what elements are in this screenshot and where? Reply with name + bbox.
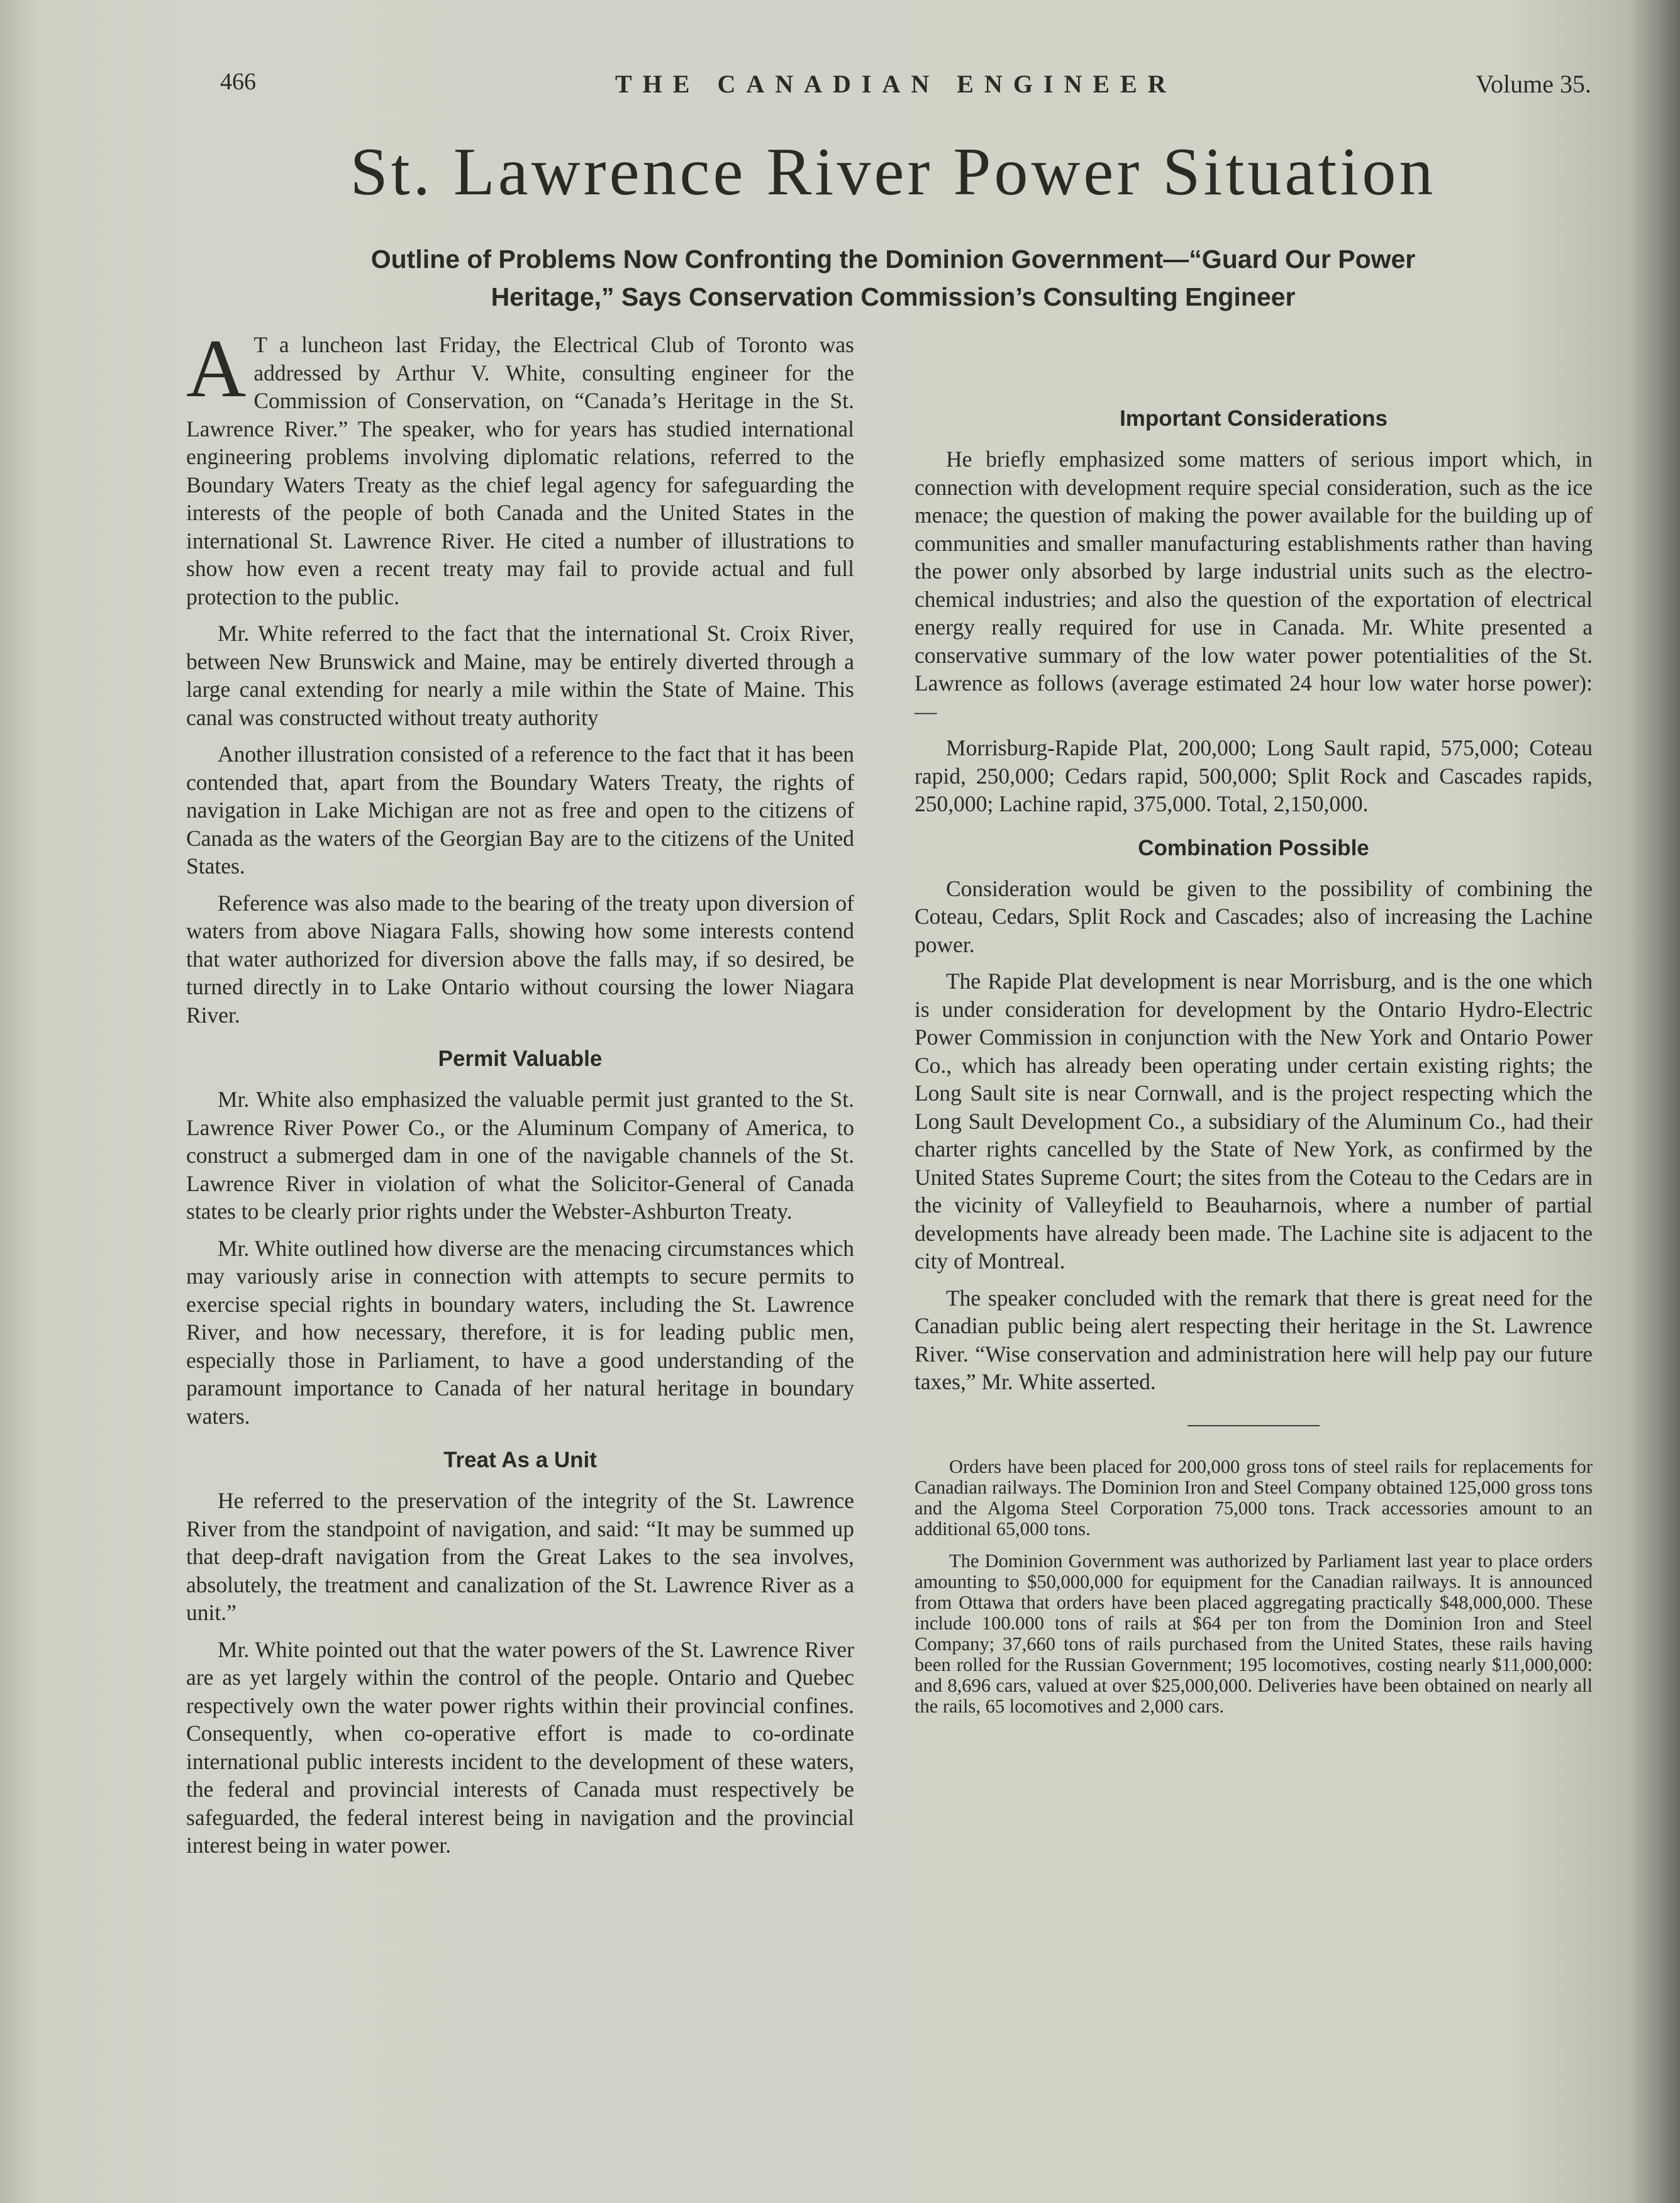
- paragraph-text: T a luncheon last Friday, the Electrical Club of Toronto was addressed by Arthur V. White, consulting engineer for the Commission of Conservation, on “Canada’s Heritage in the St. Lawrence River.” The speaker, who for years has studied international engineering problems involving diplomatic relations, referred to the Boundary Waters Treaty as the chief legal agency for safeguarding the interests of the people of both Canada and the United States in the international St. Lawrence River. He cited a number of illustrations to show how even a recent treaty may fail to provide actual and full protection to the public.: [186, 332, 854, 609]
- subtitle-line-1: Outline of Problems Now Confronting the Dominion Government—“Guard Our Power: [370, 245, 1416, 274]
- news-notes: [915, 1457, 1593, 1717]
- paragraph: Another illustration consisted of a reference to the fact that it has been contended that, apart from the Boundary Waters Treaty, the rights of navigation in Lake Michigan are not as free and open to the citizens of Canada as the waters of the Georgian Bay are to the citizens of the United States.: [186, 741, 854, 879]
- paragraph: Morrisburg-Rapide Plat, 200,000; Long Sault rapid, 575,000; Coteau rapid, 250,000; Cedars rapid, 500,000; Split Rock and Cascades rapids, 250,000; Lachine rapid, 375,000. Total, 2,150,000.: [915, 735, 1593, 816]
- article-title: St. Lawrence River Power Situation: [350, 135, 1437, 209]
- divider: [1188, 1425, 1320, 1426]
- paragraph: Consideration would be given to the possibility of combining the Coteau, Cedars, Split Rock and Cascades; also of increasing the Lachine power.: [915, 875, 1593, 957]
- right-column: [915, 331, 1593, 1728]
- paragraph: The speaker concluded with the remark that there is great need for the Canadian public being alert respecting their heritage in the St. Lawrence River. “Wise conservation and administration here will help pay our future taxes,” Mr. White asserted.: [915, 1285, 1593, 1394]
- journal-title: THE CANADIAN ENGINEER: [615, 70, 1177, 98]
- paragraph: Mr. White referred to the fact that the international St. Croix River, between New Brunswick and Maine, may be entirely diverted through a large canal extending for nearly a mile within the State of Maine. This canal was constructed without treaty authority: [186, 621, 854, 730]
- left-column: [186, 322, 854, 1868]
- news-note: The Dominion Government was authorized by Parliament last year to place orders amounting to $50,000,000 for equipment for the Canadian railways. It is announced from Ottawa that orders have been placed aggregating practically $48,000,000. These include 100.000 tons of rails at $64 per ton from the Dominion Iron and Steel Company; 37,660 tons of rails purchased from the United States, these rails having been rolled for the Russian Government; 195 locomotives, costing nearly $11,000,000: and 8,696 cars, valued at over $25,000,000. Deliveries have been obtained on nearly all the rails, 65 locomotives and 2,000 cars.: [915, 1550, 1593, 1717]
- article-subtitle: [226, 240, 1560, 316]
- news-note: Orders have been placed for 200,000 gross tons of steel rails for replacements for Canadian railways. The Dominion Iron and Steel Company obtained 125,000 gross tons and the Algoma Steel Corporation 75,000 tons. Track accessories amount to an additional 65,000 tons.: [915, 1455, 1593, 1540]
- section-heading: Permit Valuable: [438, 1046, 603, 1071]
- paragraph: Mr. White also emphasized the valuable permit just granted to the St. Lawrence River Power Co., or the Aluminum Company of America, to construct a submerged dam in one of the navigable channels of the St. Lawrence River in violation of what the Solicitor-General of Canada states to be clearly prior rights under the Webster-Ashburton Treaty.: [186, 1087, 854, 1224]
- paragraph: [186, 322, 854, 611]
- section-heading: Treat As a Unit: [443, 1448, 597, 1472]
- section-heading: Combination Possible: [1138, 835, 1369, 860]
- paragraph: He briefly emphasized some matters of serious import which, in connection with development require special consideration, such as the ice menace; the question of making the power available for the building up of communities and smaller manufacturing establishments rather than having the power only absorbed by large industrial units such as the electro-chemical industries; and also the question of the exportation of electrical energy really required for use in Canada. Mr. White presented a conservative summary of the low water power potentialities of the St. Lawrence as follows (average estimated 24 hour low water horse power):—: [915, 447, 1593, 724]
- running-header: [220, 68, 1591, 112]
- paragraph: Mr. White outlined how diverse are the menacing circumstances which may variously arise in connection with attempts to secure permits to exercise special rights in boundary waters, including the St. Lawrence River, and how necessary, therefore, it is for leading public men, especially those in Parliament, to have a good understanding of the paramount importance to Canada of her natural heritage in boundary waters.: [186, 1235, 854, 1429]
- section-heading: Important Considerations: [1120, 406, 1388, 431]
- paragraph: The Rapide Plat development is near Morrisburg, and is the one which is under consideration for development by the Ontario Hydro-Electric Power Commission in conjunction with the New York and Ontario Power Co., which has already been operating under certain existing rights; the Long Sault site is near Cornwall, and is the project respecting which the Long Sault Development Co., a subsidiary of the Aluminum Co., had their charter rights cancelled by the State of New York, as confirmed by the United States Supreme Court; the sites from the Coteau to the Cedars are in the vicinity of Valleyfield to Beauharnois, where a number of partial developments have already been made. The Lachine site is adjacent to the city of Montreal.: [915, 968, 1593, 1274]
- volume-label: Volume 35.: [1476, 70, 1591, 98]
- paragraph: Reference was also made to the bearing of the treaty upon diversion of waters from above Niagara Falls, showing how some interests contend that water authorized for diversion above the falls may, if so desired, be turned directly in to Lake Ontario without coursing the lower Niagara River.: [186, 890, 854, 1028]
- paragraph: Mr. White pointed out that the water powers of the St. Lawrence River are as yet largely within the control of the people. Ontario and Quebec respectively own the water power rights within their provincial confines. Consequently, when co-operative effort is made to co-ordinate international public interests incident to the development of these waters, the federal and provincial interests of Canada must respectively be safeguarded, the federal interest being in navigation and the provincial interest being in water power.: [186, 1636, 854, 1858]
- paragraph: He referred to the preservation of the integrity of the St. Lawrence River from the standpoint of navigation, and said: “It may be summed up that deep-draft navigation from the Great Lakes to the sea involves, absolutely, the treatment and canalization of the St. Lawrence River as a unit.”: [186, 1488, 854, 1625]
- drop-cap: A: [186, 322, 247, 414]
- subtitle-line-2: Heritage,” Says Conservation Commission’s Consulting Engineer: [491, 282, 1296, 311]
- page-number: 466: [220, 69, 256, 95]
